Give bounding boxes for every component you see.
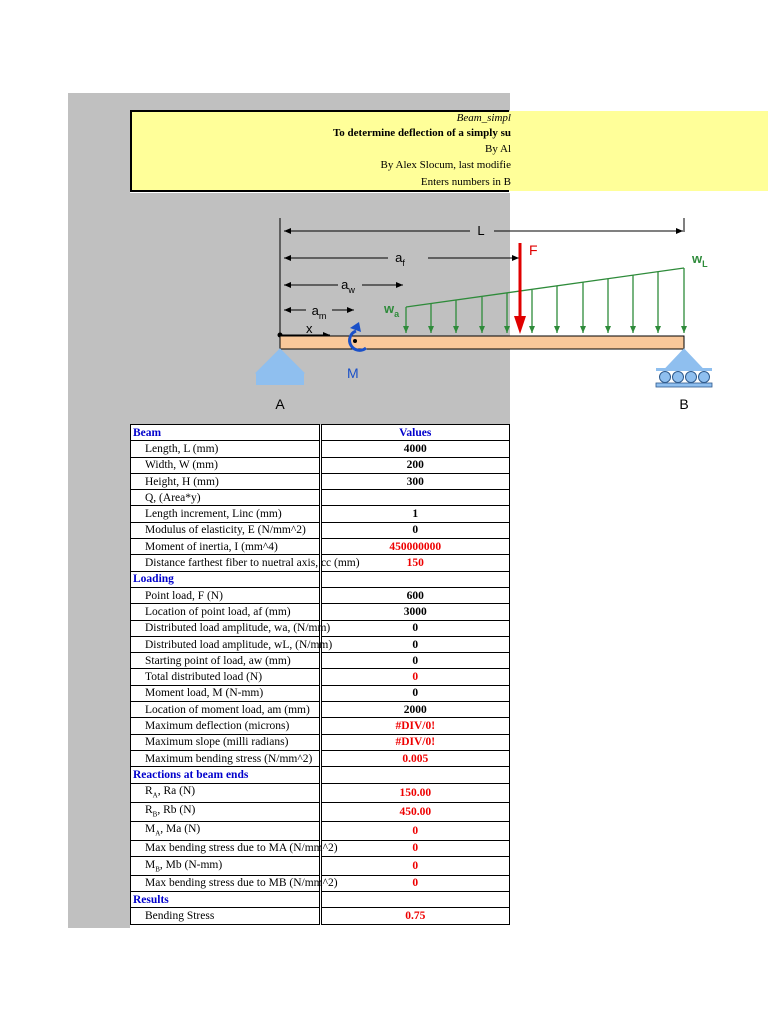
roller (673, 372, 684, 383)
table-row (131, 473, 510, 489)
section-label: Loading (131, 571, 321, 587)
row-value[interactable]: 2000 (320, 702, 510, 718)
row-value[interactable]: #DIV/0! (320, 734, 510, 750)
row-label: Maximum bending stress (N/mm^2) (131, 750, 321, 766)
row-value[interactable]: 150.00 (320, 783, 510, 802)
header-title: To determine deflection of a simply su (332, 127, 511, 139)
row-label-main: M (145, 823, 156, 836)
label-M: M (347, 365, 359, 381)
section-value-cell (320, 892, 510, 908)
support-b-ground (656, 383, 712, 387)
table-row (131, 604, 510, 620)
row-value[interactable]: 0.005 (320, 750, 510, 766)
row-value[interactable]: 0 (320, 653, 510, 669)
point-load-arrowhead (514, 316, 526, 334)
col-values-header: Values (320, 425, 510, 441)
table-row (131, 522, 510, 538)
row-value[interactable]: 3000 (320, 604, 510, 620)
support-a-pin (256, 349, 304, 373)
row-value[interactable]: 200 (320, 457, 510, 473)
header-modified: By Alex Slocum, last modifie (380, 159, 511, 171)
row-label: Point load, F (N) (131, 587, 321, 603)
row-label-main: R (145, 804, 153, 817)
row-label: Max bending stress due to MA (N/mm^2) (131, 840, 321, 856)
row-label: Distributed load amplitude, wa, (N/mm) (131, 620, 321, 636)
distributed-load-line (406, 268, 684, 307)
row-label: Maximum deflection (microns) (131, 718, 321, 734)
row-value[interactable]: 0 (320, 840, 510, 856)
table-row (131, 587, 510, 603)
row-value[interactable] (320, 490, 510, 506)
row-label-suffix: , Ma (N) (160, 823, 201, 836)
row-label: Distance farthest fiber to nuetral axis, cc (mm) (131, 555, 321, 571)
table-row (131, 669, 510, 685)
label-wL: $w_L$ (692, 251, 708, 269)
header-instructions: Enters numbers in B (420, 176, 511, 188)
support-b-plate (656, 368, 712, 371)
label-wa: $w_a$ (384, 301, 400, 319)
row-label-suffix: , Mb (N-mm) (159, 858, 223, 871)
label-B: B (679, 396, 689, 412)
row-value[interactable]: 0 (320, 856, 510, 875)
row-label-main: M (145, 858, 156, 871)
table-row (131, 539, 510, 555)
table-row (131, 783, 510, 802)
table-row (131, 685, 510, 701)
row-label-main: R (145, 785, 153, 798)
label-x: x (306, 321, 313, 336)
roller (686, 372, 697, 383)
row-label: Moment of inertia, I (mm^4) (131, 539, 321, 555)
label-L: L (477, 223, 485, 238)
header-filename: Beam_simpl (456, 112, 511, 124)
table-row (131, 821, 510, 840)
row-label (131, 821, 321, 840)
row-label: Max bending stress due to MB (N/mm^2) (131, 875, 321, 891)
row-label (131, 783, 321, 802)
row-label-suffix: , Rb (N) (157, 804, 196, 817)
row-label-subscript: A (155, 829, 161, 838)
sheet-background-bottom (68, 925, 130, 928)
section-row (131, 767, 510, 783)
section-value-cell (320, 571, 510, 587)
row-value[interactable]: 0 (320, 636, 510, 652)
beam-body (280, 336, 684, 349)
row-label: Total distributed load (N) (131, 669, 321, 685)
beam-diagram (0, 0, 768, 430)
table-row (131, 875, 510, 891)
row-value[interactable]: 0.75 (320, 908, 510, 924)
table-row (131, 636, 510, 652)
table-row (131, 718, 510, 734)
row-label: Length increment, Linc (mm) (131, 506, 321, 522)
row-label: Width, W (mm) (131, 457, 321, 473)
row-value[interactable]: 0 (320, 685, 510, 701)
table-row (131, 750, 510, 766)
row-label (131, 856, 321, 875)
row-label-subscript: B (155, 864, 160, 873)
section-label: Reactions at beam ends (131, 767, 321, 783)
row-label: Starting point of load, aw (mm) (131, 653, 321, 669)
row-label: Height, H (mm) (131, 473, 321, 489)
row-value[interactable]: 450.00 (320, 802, 510, 821)
row-value[interactable]: 1 (320, 506, 510, 522)
row-label: Location of moment load, am (mm) (131, 702, 321, 718)
row-label-subscript: B (152, 810, 158, 819)
row-value[interactable]: 150 (320, 555, 510, 571)
support-a-base (256, 373, 304, 385)
row-label: Modulus of elasticity, E (N/mm^2) (131, 522, 321, 538)
table-header-row (131, 425, 510, 441)
row-label-suffix: , Ra (N) (157, 785, 196, 798)
parameters-table (130, 424, 510, 925)
row-value[interactable]: 0 (320, 875, 510, 891)
table-row (131, 506, 510, 522)
row-label (131, 802, 321, 821)
support-b-rollers (660, 372, 710, 383)
label-aw: $a_w$ (341, 277, 355, 295)
row-label: Q, (Area*y) (131, 490, 321, 506)
label-A: A (275, 396, 285, 412)
section-value-cell (320, 767, 510, 783)
table-row (131, 620, 510, 636)
table-row (131, 734, 510, 750)
table-row (131, 653, 510, 669)
table-row (131, 702, 510, 718)
table-row (131, 441, 510, 457)
row-value[interactable]: 0 (320, 620, 510, 636)
row-value[interactable]: 4000 (320, 441, 510, 457)
section-row (131, 892, 510, 908)
row-value[interactable]: 600 (320, 587, 510, 603)
row-value[interactable]: 0 (320, 821, 510, 840)
table-row (131, 840, 510, 856)
table-row (131, 908, 510, 924)
row-label: Distributed load amplitude, wL, (N/mm) (131, 636, 321, 652)
row-value[interactable]: 0 (320, 522, 510, 538)
section-label: Results (131, 892, 321, 908)
label-am: $a_m$ (311, 303, 327, 321)
support-b-pin (666, 349, 702, 368)
label-af: $a_f$ (395, 250, 405, 268)
roller (660, 372, 671, 383)
table-row (131, 490, 510, 506)
row-label: Bending Stress (131, 908, 321, 924)
row-label: Location of point load, af (mm) (131, 604, 321, 620)
table-row (131, 856, 510, 875)
row-label-subscript: A (152, 791, 158, 800)
table-row (131, 555, 510, 571)
row-label: Length, L (mm) (131, 441, 321, 457)
row-value[interactable]: 450000000 (320, 539, 510, 555)
header-author: By Al (485, 143, 511, 155)
row-value[interactable]: #DIV/0! (320, 718, 510, 734)
roller (699, 372, 710, 383)
label-F: F (529, 242, 538, 258)
moment-center-dot (353, 339, 357, 343)
row-label: Moment load, M (N-mm) (131, 685, 321, 701)
col-beam-header: Beam (131, 425, 321, 441)
table-row (131, 457, 510, 473)
section-row (131, 571, 510, 587)
row-value[interactable]: 300 (320, 473, 510, 489)
row-label: Maximum slope (milli radians) (131, 734, 321, 750)
table-row (131, 802, 510, 821)
row-value[interactable]: 0 (320, 669, 510, 685)
